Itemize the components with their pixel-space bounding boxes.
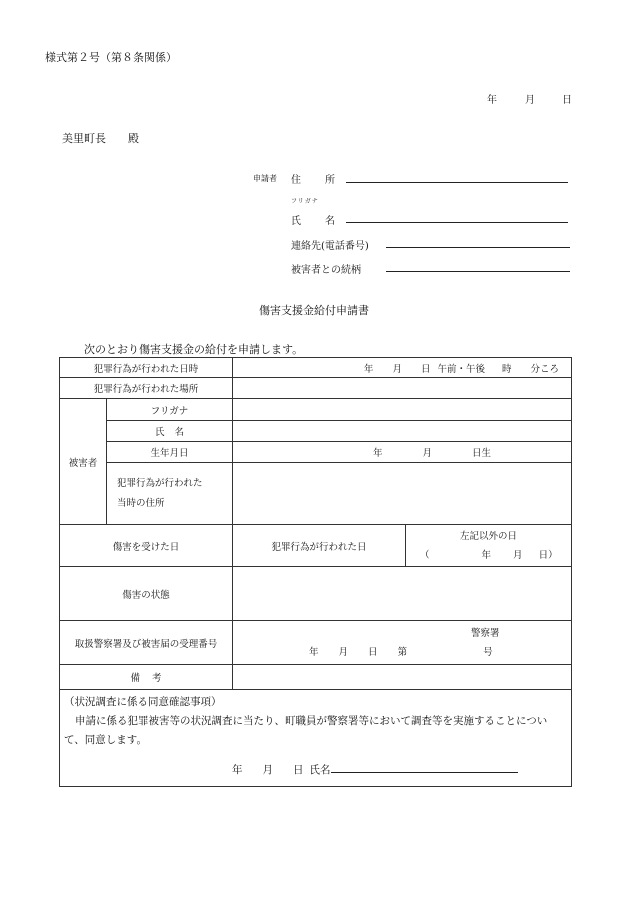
police-month: 月 <box>338 646 349 658</box>
applicant-name-label-1: 氏 <box>291 216 301 227</box>
injury-state-label: 傷害の状態 <box>60 567 233 621</box>
police-dai: 第 <box>397 646 408 658</box>
crime-datetime-ampm: 午前・午後 <box>437 363 485 375</box>
victim-furigana-label: フリガナ <box>107 399 233 421</box>
crime-datetime-year: 年 <box>363 363 374 375</box>
injury-date-label: 傷害を受けた日 <box>60 525 233 567</box>
consent-signature-line <box>64 760 567 780</box>
victim-name-field[interactable] <box>233 421 572 442</box>
injury-date-option-crime-day[interactable]: 犯罪行為が行われた日 <box>233 525 406 567</box>
row-injury-state <box>60 567 572 621</box>
applicant-section-label: 申請者 <box>253 174 277 183</box>
injury-date-option-other[interactable] <box>406 525 572 567</box>
injury-state-field[interactable] <box>233 567 572 621</box>
remarks-label-1: 備 <box>130 673 140 684</box>
crime-datetime-month: 月 <box>392 363 402 375</box>
remarks-field[interactable] <box>233 665 572 690</box>
injury-other-year: 年 <box>481 549 492 561</box>
crime-datetime-day: 日 <box>420 363 431 375</box>
consent-text: 申請に係る犯罪被害等の状況調査に当たり、町職員が警察署等において調査等を実施することについて、同意します。 <box>64 715 548 746</box>
row-victim-birthdate <box>60 442 572 463</box>
injury-other-day: 日） <box>538 549 558 561</box>
row-injury-date <box>60 525 572 567</box>
consent-name-label: 氏名 <box>309 764 331 776</box>
police-label: 取扱警察署及び被害届の受理番号 <box>60 621 233 665</box>
crime-datetime-minute: 分ころ <box>530 363 560 375</box>
form-number: 様式第２号（第８条関係） <box>45 51 177 64</box>
injury-date-other-value <box>410 546 567 565</box>
applicant-address-label-2: 所 <box>325 175 335 186</box>
applicant-furigana-label: フリガナ <box>291 198 319 205</box>
crime-place-field[interactable] <box>233 378 572 399</box>
consent-heading: （状況調査に係る同意確認事項） <box>64 696 222 708</box>
row-victim-furigana <box>60 399 572 421</box>
crime-place-label: 犯罪行為が行われた場所 <box>60 378 233 399</box>
injury-other-month: 月 <box>513 549 523 561</box>
consent-cell <box>60 690 572 787</box>
victim-name-label-2: 名 <box>174 427 185 438</box>
victim-birthdate-field[interactable] <box>233 442 572 463</box>
remarks-label-2: 考 <box>152 673 162 684</box>
applicant-name-label-2: 名 <box>325 216 335 227</box>
row-police <box>60 621 572 665</box>
crime-datetime-label: 犯罪行為が行われた日時 <box>60 358 233 378</box>
applicant-address-label-1: 住 <box>291 175 301 186</box>
birthdate-month: 月 <box>422 448 433 459</box>
police-field[interactable] <box>233 621 572 665</box>
consent-name-line[interactable] <box>331 760 518 773</box>
police-go: 号 <box>483 646 493 658</box>
addressee-honorific: 殿 <box>128 132 139 145</box>
row-victim-address <box>60 463 572 525</box>
row-consent <box>60 690 572 787</box>
applicant-relation-line[interactable] <box>386 271 570 272</box>
birthdate-day-suffix: 日生 <box>472 448 492 459</box>
police-day: 日 <box>368 646 378 658</box>
applicant-phone-line[interactable] <box>386 247 570 248</box>
date-month-label: 月 <box>525 95 535 106</box>
form-title: 傷害支援金給付申請書 <box>259 304 369 317</box>
addressee-name: 美里町長 <box>62 132 106 145</box>
applicant-address-line[interactable] <box>346 182 568 183</box>
application-table <box>59 357 572 787</box>
row-crime-place <box>60 378 572 399</box>
applicant-phone-label: 連絡先(電話番号) <box>291 241 369 252</box>
crime-datetime-hour: 時 <box>501 363 512 375</box>
intro-text: 次のとおり傷害支援金の給付を申請します。 <box>84 343 304 356</box>
police-year: 年 <box>309 646 319 658</box>
police-number-line <box>237 643 567 662</box>
date-year-label: 年 <box>487 95 497 106</box>
victim-name-label <box>107 421 233 442</box>
consent-year: 年 <box>232 764 243 776</box>
applicant-name-line[interactable] <box>346 222 568 223</box>
row-victim-name <box>60 421 572 442</box>
date-day-label: 日 <box>562 95 572 106</box>
consent-day: 日 <box>293 764 304 776</box>
consent-month: 月 <box>262 764 273 776</box>
police-station-label: 警察署 <box>471 627 500 639</box>
remarks-label <box>60 665 233 690</box>
victim-address-field[interactable] <box>233 463 572 525</box>
applicant-relation-label: 被害者との続柄 <box>291 265 361 276</box>
birthdate-year: 年 <box>373 448 383 459</box>
crime-datetime-field[interactable] <box>233 358 572 378</box>
victim-birthdate-label: 生年月日 <box>107 442 233 463</box>
victim-address-label-line1: 犯罪行為が行われた <box>117 477 203 489</box>
row-crime-datetime <box>60 358 572 378</box>
victim-label: 被害者 <box>60 399 107 525</box>
victim-address-label <box>107 463 233 525</box>
victim-furigana-field[interactable] <box>233 399 572 421</box>
injury-date-other-label: 左記以外の日 <box>460 530 518 542</box>
row-remarks <box>60 665 572 690</box>
victim-name-label-1: 氏 <box>154 427 165 438</box>
victim-address-label-line2: 当時の住所 <box>117 497 165 509</box>
injury-other-open: （ <box>420 549 430 561</box>
